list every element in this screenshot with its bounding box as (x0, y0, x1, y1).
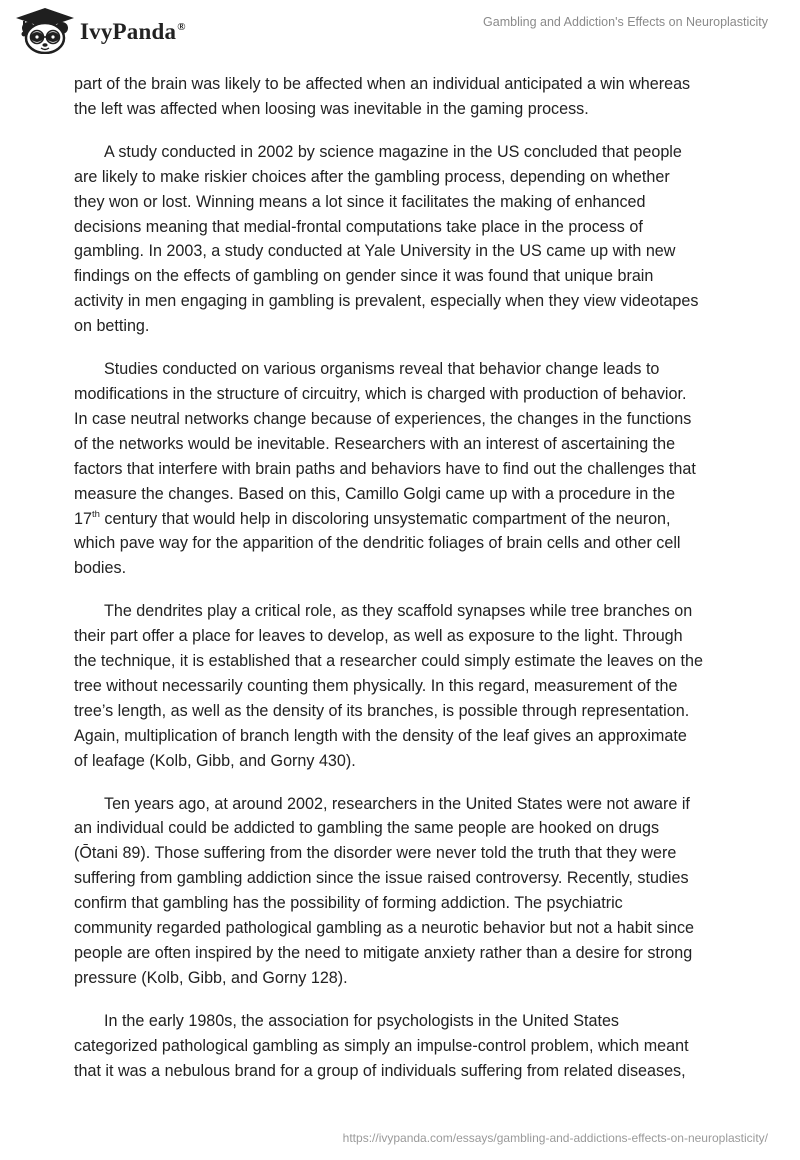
paragraph (74, 599, 728, 773)
paragraph-continued (74, 72, 728, 122)
text-line: suffering from gambling addiction since the issue raised controversy. Recently, studies (74, 869, 689, 888)
text-line: they won or lost. Winning means a lot since it facilitates the making of enhanced (74, 192, 646, 211)
text-line: gambling. In 2003, a study conducted at Yale University in the US came up with new (74, 242, 676, 261)
paragraph (74, 792, 728, 991)
text-line: categorized pathological gambling as simply an impulse-control problem, which meant (74, 1036, 689, 1055)
page-header (0, 0, 800, 70)
text-line: decisions meaning that medial-frontal computations take place in the process of (74, 217, 643, 236)
text-line: community regarded pathological gambling as a neurotic behavior but not a habit since (74, 919, 694, 938)
ordinal-number: 17 (74, 509, 92, 528)
text-line: findings on the effects of gambling on gender since it was found that unique brain (74, 267, 654, 286)
text-line: of the networks would be inevitable. Researchers with an interest of ascertaining the (74, 434, 676, 453)
ordinal-suffix: th (91, 508, 100, 520)
text-line: an individual could be addicted to gambling the same people are hooked on drugs (74, 819, 660, 838)
essay-body (74, 72, 728, 1102)
text-line: their part offer a place for leaves to develop, as well as exposure to the light. Through (74, 627, 683, 646)
text-line: Again, multiplication of branch length with the density of the leaf gives an approximate (74, 726, 687, 745)
text-line: on betting. (74, 317, 150, 336)
paragraph (74, 357, 728, 581)
text-line: tree without necessarily counting them physically. In this regard, measurement of the (74, 676, 678, 695)
text-line: that it was a nebulous brand for a group of individuals suffering from related diseases, (74, 1061, 686, 1080)
text-line: In case neutral networks change because of experiences, the changes in the functions (74, 409, 692, 428)
text-line-rest: century that would help in discoloring unsystematic compartment of the neuron, (99, 509, 671, 528)
text-line: modifications in the structure of circuitry, which is charged with production of behavior. (74, 384, 687, 403)
text-line: The dendrites play a critical role, as they scaffold synapses while tree branches on (104, 602, 693, 621)
paragraph (74, 140, 728, 339)
paragraph (74, 1009, 728, 1084)
text-line: the technique, it is established that a researcher could simply estimate the leaves on the (74, 652, 703, 671)
text-line: the left was affected when loosing was inevitable in the gaming process. (74, 99, 589, 118)
text-line: measure the changes. Based on this, Camillo Golgi came up with a procedure in the (74, 484, 676, 503)
document-title: Gambling and Addiction's Effects on Neuroplasticity (483, 15, 768, 29)
text-line: pressure (Kolb, Gibb, and Gorny 128). (74, 968, 348, 987)
text-line: Studies conducted on various organisms reveal that behavior change leads to (104, 360, 660, 379)
text-line: factors that interfere with brain paths and behaviors have to find out the challenges that (74, 459, 696, 478)
text-line: people are often inspired by the need to mitigate anxiety rather than a desire for strong (74, 944, 693, 962)
text-line: A study conducted in 2002 by science magazine in the US concluded that people (104, 142, 682, 161)
text-line: (Ōtani 89). Those suffering from the disorder were never told the truth that they were (74, 844, 677, 863)
text-line: tree’s length, as well as the density of its branches, is possible through representation. (74, 701, 690, 720)
text-line (74, 507, 728, 532)
text-line: Ten years ago, at around 2002, researchers in the United States were not aware if (104, 794, 690, 813)
text-line: part of the brain was likely to be affected when an individual anticipated a win whereas (74, 75, 691, 93)
text-line: which pave way for the apparition of the dendritic foliages of brain cells and other cell (74, 534, 681, 553)
text-line: of leafage (Kolb, Gibb, and Gorny 430). (74, 751, 356, 770)
source-url-link[interactable]: https://ivypanda.com/essays/gambling-and-addictions-effects-on-neuroplasticity/ (342, 1131, 768, 1145)
brand-name: IvyPanda® (80, 19, 186, 44)
panda-graduation-icon (14, 6, 76, 54)
text-line: are likely to make riskier choices after the gambling process, depending on whether (74, 167, 670, 186)
text-line: In the early 1980s, the association for psychologists in the United States (104, 1011, 620, 1030)
text-line: activity in men engaging in gambling is prevalent, especially when they view videotapes (74, 292, 699, 311)
ivypanda-logo[interactable] (14, 6, 186, 54)
text-line: bodies. (74, 559, 127, 578)
text-line: confirm that gambling has the possibility of forming addiction. The psychiatric (74, 894, 623, 913)
